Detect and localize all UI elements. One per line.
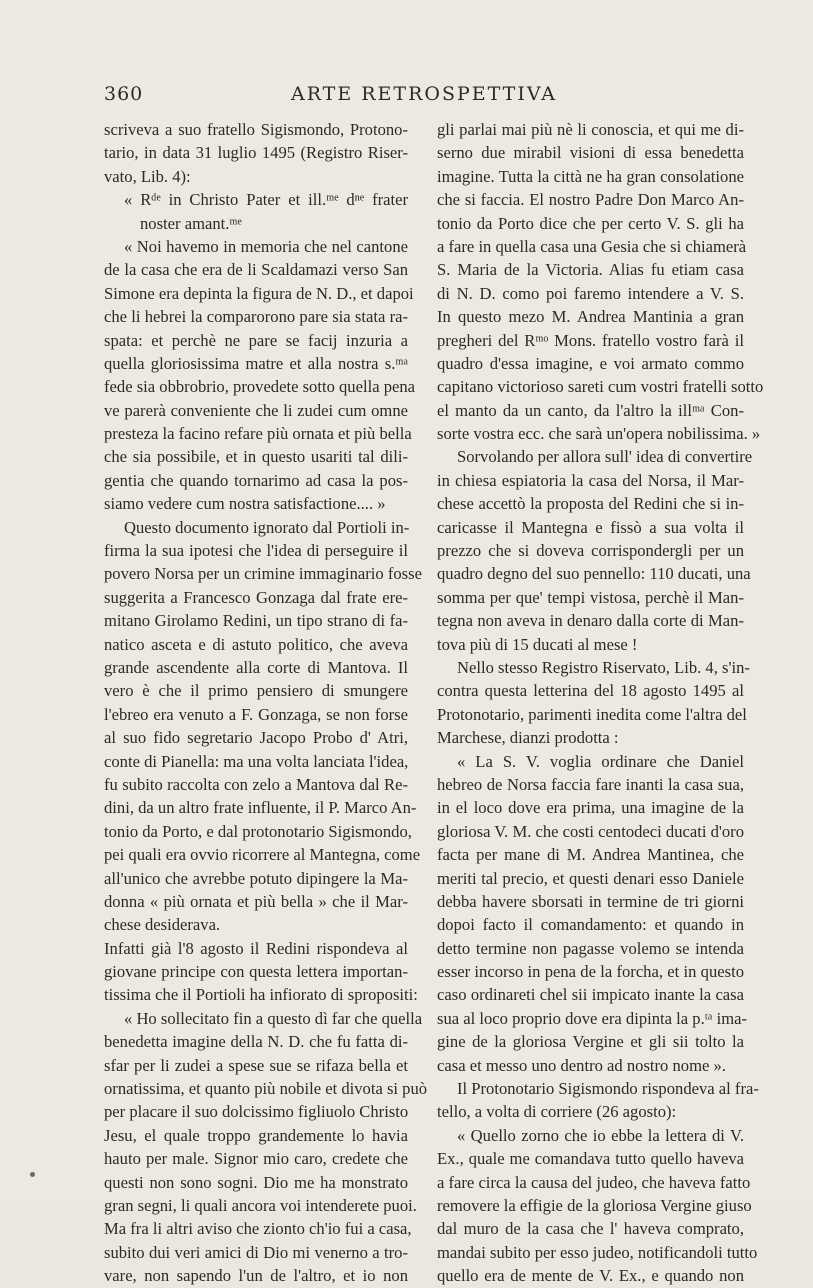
text-line: in el loco dove era prima, una imagine de la [437,798,744,818]
text-line: tova più di 15 ducati al mese ! [437,634,638,654]
text-line: somma per que' tempi vistosa, perchè il Man- [437,587,744,607]
text-line: In questo mezo M. Andrea Mantinia a gran [437,307,744,327]
page-number: 360 [104,83,144,105]
text-line: pregheri del Rᵐᵒ Mons. fratello vostro farà il [437,330,744,350]
text-line: « Noi havemo in memoria che nel cantone [124,236,408,256]
text-line: suggerita a Francesco Gonzaga dal frate ere- [104,587,408,607]
text-line: hebreo de Norsa faccia fare inanti la casa sua, [437,774,744,794]
text-line: Ma fra li altri aviso che zionto ch'io fui a casa, [104,1219,412,1239]
text-line: gloriosa V. M. che costi centodeci ducati d'oro [437,821,744,841]
text-line: dopoi facto il comandamento: et quando in [437,915,744,935]
text-line: tonio da Porto, e dal protonotario Sigismondo, [104,821,412,841]
text-line: chese desiderava. [104,915,221,935]
text-line: serno due mirabil visioni di essa benedetta [437,143,744,163]
text-line: Ex., quale me comandava tutto quello haveva [437,1149,744,1169]
text-line: « Quello zorno che io ebbe la lettera di V. [457,1125,744,1145]
text-line: el manto da un canto, da l'altro la illᵐᵃ Con- [437,400,744,420]
text-line: l'ebreo era venuto a F. Gonzaga, se non forse [104,704,408,724]
text-line: vare, non sapendo l'un de l'altro, et io non [104,1266,408,1286]
text-line: meriti tal precio, et questi denari esso Daniele [437,868,744,888]
text-line: « Ho sollecitato fin a questo dì far che quella [124,1008,423,1028]
print-speck [30,1172,35,1177]
text-line: dal muro de la casa che l' haveva comprato, [437,1219,744,1239]
text-line: giovane principe con questa lettera importan- [104,962,408,982]
text-line: prezzo che si doveva corrispondergli per un [437,541,744,561]
text-line: detto termine non pagasse volemo se intenda [437,938,744,958]
text-line: subito dui veri amici di Dio mi venerno a tro- [104,1242,408,1262]
text-line: capitano victorioso sareti cum vostri fratelli sotto [437,377,764,397]
text-line: di N. D. como poi faremo intendere a V. S. [437,283,744,303]
text-line: sfar per li zudei a spese sue se rifaza bella et [104,1055,408,1075]
text-line: tonio da Porto dice che per certo V. S. gli ha [437,213,744,233]
text-line: Sorvolando per allora sull' idea di convertire [457,447,753,467]
text-line: Il Protonotario Sigismondo rispondeva al fra- [457,1079,759,1099]
text-line: sua al loco proprio dove era dipinta la p.ᵗᵃ ima- [437,1008,747,1028]
text-line: caso ordinareti chel sii impicato inante la casa [437,985,744,1005]
text-line: al suo fido segretario Jacopo Probo d' Atri, [104,728,408,748]
text-line: mandai subito per esso judeo, notificandoli tutto [437,1242,758,1262]
text-line: facta per mane di M. Andrea Mantinea, che [437,845,744,865]
text-line: Marchese, dianzi prodotta : [437,728,619,748]
text-line: povero Norsa per un crimine immaginario fosse [104,564,422,584]
text-line: « Rᵈᵉ in Christo Pater et ill.ᵐᵉ dⁿᵉ frater [124,190,408,210]
text-line: donna « più ornata et più bella » che il Mar- [104,891,408,911]
text-line: Protonotario, parimenti inedita come l'altra del [437,704,747,724]
text-line: che li hebrei la comparorono pare sia stata ra- [104,307,408,327]
text-line: S. Maria de la Victoria. Alias fu etiam casa [437,260,744,280]
text-line: quello era de mente de V. Ex., e quando non [437,1266,744,1286]
text-line: contra questa letterina del 18 agosto 1495 al [437,681,744,701]
text-line: siamo vedere cum nostra satisfactione.... » [104,494,386,514]
text-line: grande ascendente alla corte di Mantova. Il [104,657,408,677]
left-text-column [104,118,428,1288]
text-line: natico asceta e di astuto politico, che aveva [104,634,408,654]
text-line: per placare il suo dolcissimo figliuolo Christo [104,1102,409,1122]
text-line: ve parerà conveniente che li zudei cum omne [104,400,408,420]
text-line: dini, da un altro frate influente, il P. Marco An- [104,798,417,818]
text-line: de la casa che era de li Scaldamazi verso San [104,260,408,280]
text-line: pei quali era ovvio ricorrere al Mantegna, come [104,845,421,865]
text-line: firma la sua ipotesi che l'idea di perseguire il [104,541,408,561]
text-line: quadro d'essa imagine, e voi armato commo [437,353,744,373]
text-line: noster amant.ᵐᵉ [140,213,242,233]
text-line: che si faccia. El nostro Padre Don Marco An- [437,190,744,210]
text-line: a fare in quella casa una Gesia che si chiamerà [437,236,747,256]
text-line: gine de la gloriosa Vergine et gli sii tolto la [437,1032,744,1052]
text-line: vero è che il primo pensiero di smungere [104,681,408,701]
text-line: imagine. Tutta la città ne ha gran consolatione [437,166,744,186]
text-line: tegna non aveva in denaro dalla corte di Man- [437,611,744,631]
text-line: fede sia obbrobrio, provedete sotto quella pena [104,377,416,397]
text-line: gran segni, li quali ancora voi intenderete puoi. [104,1195,417,1215]
text-line: in chiesa espiatoria la casa del Norsa, il Mar- [437,470,744,490]
text-line: questi non sono sogni. Dio me ha monstrato [104,1172,408,1192]
text-line: mitano Girolamo Redini, un tipo strano di fa- [104,611,408,631]
text-line: Simone era depinta la figura de N. D., et dapoi [104,283,414,303]
text-line: ornatissima, et quanto più nobile et divota si può [104,1079,428,1099]
text-line: caricasse il Mantegna e fissò a sua volta il [437,517,744,537]
text-line: quella gloriosissima matre et alla nostra s.ᵐᵃ [104,353,408,373]
text-line: sorte vostra ecc. che sarà un'opera nobilissima. » [437,424,761,444]
text-line: casa et messo uno dentro ad nostro nome ». [437,1055,726,1075]
text-line: gli parlai mai più nè li conoscia, et qui me di- [437,120,744,139]
text-line: conte di Pianella: ma una volta lanciata l'idea, [104,751,409,771]
text-line: spata: et perchè ne pare se facij inzuria a [104,330,408,350]
text-line: Questo documento ignorato dal Portioli in- [124,517,410,537]
text-line: benedetta imagine della N. D. che fu fatta di- [104,1032,408,1052]
text-line: all'unico che avrebbe potuto dipingere la Ma- [104,868,408,888]
text-line: tario, in data 31 luglio 1495 (Registro Riser- [104,143,408,163]
right-text-column [437,118,764,1288]
text-line: presteza la facino refare più ornata et più bella [104,424,412,444]
text-line: fu subito raccolta con zelo a Mantova dal Re- [104,774,408,794]
text-line: tello, a volta di corriere (26 agosto): [437,1102,677,1122]
text-line: Infatti già l'8 agosto il Redini rispondeva al [104,938,408,958]
text-line: gentia che quando tornarimo ad casa la pos- [104,470,408,490]
text-line: debba havere sborsati in termine de tri giorni [437,891,744,911]
text-line: esser incorso in pena de la forcha, et in questo [437,962,744,982]
running-title: ARTE RETROSPETTIVA [290,83,558,105]
text-line: hauto per male. Signor mio caro, credete che [104,1149,408,1169]
text-line: che sia possibile, et in questo usariti tal dili- [104,447,408,467]
text-line: quadro degno del suo pennello: 110 ducati, una [437,564,751,584]
text-line: tissima che il Portioli ha infiorato di spropositi: [104,985,418,1005]
running-header [104,83,744,109]
text-line: Nello stesso Registro Riservato, Lib. 4, s'in- [457,657,750,677]
text-line: scriveva a suo fratello Sigismondo, Protono- [104,120,408,139]
text-line: « La S. V. voglia ordinare che Daniel [457,751,744,771]
text-line: a fare circa la causa del judeo, che haveva fatto [437,1172,751,1192]
text-line: removere la effigie de la gloriosa Vergine giuso [437,1195,752,1215]
text-line: Jesu, el quale troppo grandemente lo havia [104,1125,408,1145]
text-line: vato, Lib. 4): [104,166,191,186]
text-line: chese accettò la proposta del Redini che si in- [437,494,744,514]
